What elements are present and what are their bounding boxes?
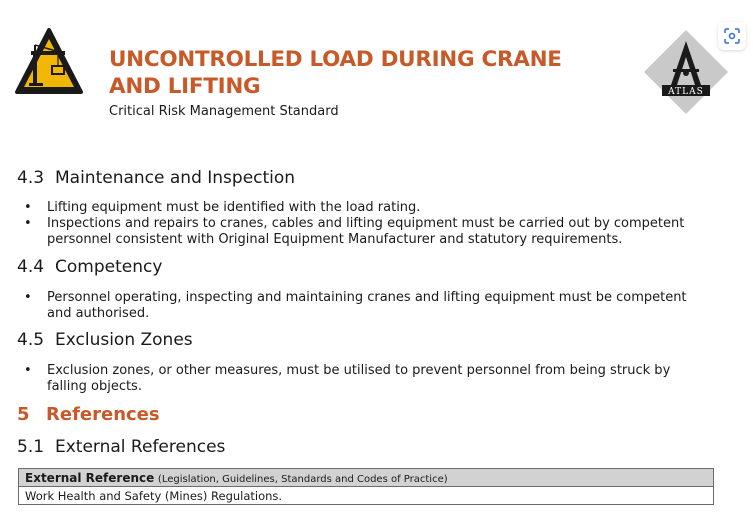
section-5-1-heading [17,437,225,457]
section-title: External References [55,437,226,457]
list-item: • Inspections and repairs to cranes, cables and lifting equipment must be carried out by competent personnel consistent with Original Equipment Manufacturer and statutory requirements. [24,216,694,248]
visual-search-button[interactable] [718,22,746,50]
section-title: Exclusion Zones [55,330,193,350]
section-number: 4.5 [17,330,45,350]
section-4-5-heading [17,330,193,350]
list-item: • Exclusion zones, or other measures, must be utilised to prevent personnel from being struck by falling objects. [24,363,694,395]
list-item: • Lifting equipment must be identified with the load rating. [24,200,694,216]
list-item: • Personnel operating, inspecting and maintaining cranes and lifting equipment must be competent and authorised. [24,290,694,322]
section-4-3-list [24,200,694,248]
table-header-label: External Reference [25,470,155,485]
section-4-4-heading [17,257,162,277]
section-title: References [46,404,160,425]
section-4-3-heading [17,168,295,188]
section-number: 5 [17,404,30,425]
section-title: Competency [55,257,163,277]
table-header-cell [19,469,714,487]
logo-text: ATLAS [668,87,704,97]
external-reference-table [18,468,714,505]
section-number: 5.1 [17,437,45,457]
section-4-4-list [24,290,694,322]
section-number: 4.4 [17,257,45,277]
section-4-5-list [24,363,694,395]
document-subtitle: Critical Risk Management Standard [109,104,339,119]
table-header-sublabel: (Legislation, Guidelines, Standards and Codes of Practice) [157,473,448,485]
document-title: UNCONTROLLED LOAD DURING CRANE AND LIFTING [109,47,562,99]
visual-search-icon [724,28,740,44]
section-number: 4.3 [17,168,45,188]
table-cell: Work Health and Safety (Mines) Regulations. [19,487,714,505]
crane-hazard-icon [14,27,84,97]
table-row [19,487,714,505]
table-header-row [19,469,714,487]
section-5-heading [17,404,160,425]
section-title: Maintenance and Inspection [55,168,296,188]
